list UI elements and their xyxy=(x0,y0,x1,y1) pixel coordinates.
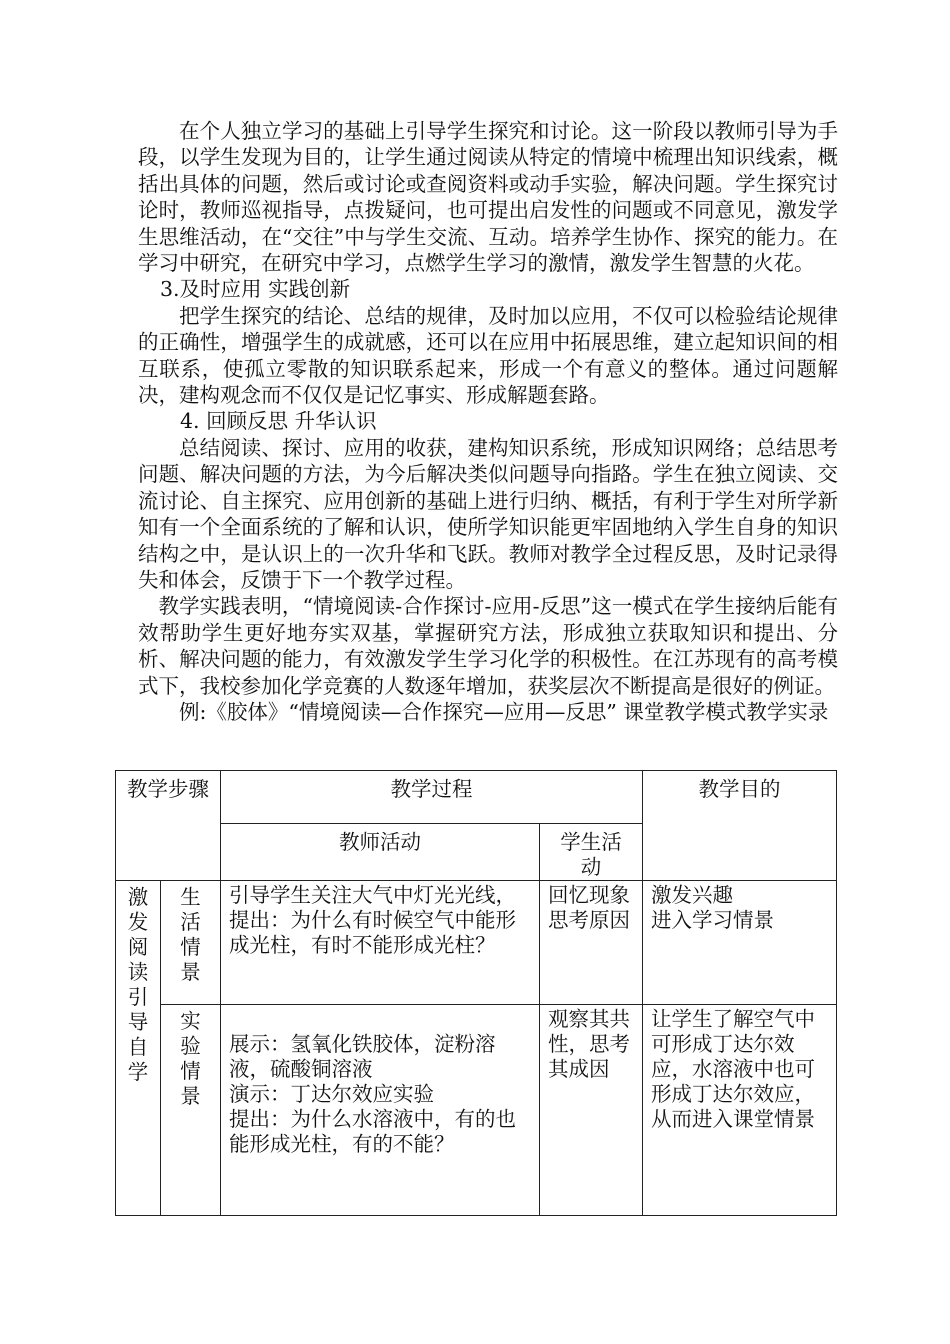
header-steps: 教学步骤 xyxy=(116,771,221,881)
heading-reflect: 4. 回顾反思 升华认识 xyxy=(180,409,377,434)
teacher-activity-experiment: 展示：氢氧化铁胶体，淀粉溶液，硫酸铜溶液 演示：丁达尔效应实验 提出：为什么水溶液中，有的也能形成光柱，有的不能？ xyxy=(221,1005,540,1216)
stage-cell xyxy=(116,881,161,1216)
sub-stage-experiment: 实验情景 xyxy=(161,1005,221,1216)
heading-apply: 3.及时应用 实践创新 xyxy=(160,277,351,302)
header-purpose: 教学目的 xyxy=(643,771,837,881)
header-teacher-activity: 教师活动 xyxy=(221,824,540,881)
purpose-life: 激发兴趣 进入学习情景 xyxy=(643,881,837,1005)
paragraph-inquiry: 在个人独立学习的基础上引导学生探究和讨论。这一阶段以教师引导为手段，以学生发现为目的，让学生通过阅读从特定的情境中梳理出知识线索，概括出具体的问题，然后或讨论或查阅资料或动手实验，解决问题。学生探究讨论时，教师巡视指导，点拨疑问，也可提出启发性的问题或不同意见，激发学生思维活动，在“交往”中与学生交流、互动。培养学生协作、探究的能力。在学习中研究，在研究中学习，点燃学生学习的激情，激发学生智慧的火花。 xyxy=(138,119,838,276)
paragraph-reflect: 总结阅读、探讨、应用的收获，建构知识系统，形成知识网络；总结思考问题、解决问题的方法，为今后解决类似问题导向指路。学生在独立阅读、交流讨论、自主探究、应用创新的基础上进行归纳、概括，有利于学生对所学新知有一个全面系统的了解和认识，使所学知识能更牢固地纳入学生自身的知识结构之中，是认识上的一次升华和飞跃。教师对教学全过程反思，及时记录得失和体会，反馈于下一个教学过程。 xyxy=(138,435,838,592)
sub-stage-life: 生活情景 xyxy=(161,881,221,1005)
document-body xyxy=(138,118,838,725)
stage-label: 激发阅读引导自学 xyxy=(127,885,149,1084)
lesson-table xyxy=(115,770,837,1216)
student-activity-experiment: 观察其共性，思考其成因 xyxy=(540,1005,643,1216)
paragraph-apply: 把学生探究的结论、总结的规律，及时加以应用，不仅可以检验结论规律的正确性，增强学生的成就感，还可以在应用中拓展思维，建立起知识间的相互联系，使孤立零散的知识联系起来，形成一个有意义的整体。通过问题解决，建构观念而不仅仅是记忆事实、形成解题套路。 xyxy=(138,303,838,408)
student-activity-life: 回忆现象 思考原因 xyxy=(540,881,643,1005)
example-caption: 例:《胶体》“情境阅读—合作探究—应用—反思” 课堂教学模式教学实录 xyxy=(179,699,829,724)
paragraph-practice: 教学实践表明，“情境阅读-合作探讨-应用-反思”这一模式在学生接纳后能有效帮助学生更好地夯实双基，掌握研究方法，形成独立获取知识和提出、分析、解决问题的能力，有效激发学生学习化学的积极性。在江苏现有的高考模式下，我校参加化学竞赛的人数逐年增加，获奖层次不断提高是很好的例证。 xyxy=(138,594,838,698)
header-process: 教学过程 xyxy=(221,771,643,824)
purpose-experiment: 让学生了解空气中可形成丁达尔效应，水溶液中也可形成丁达尔效应，从而进入课堂情景 xyxy=(643,1005,837,1216)
header-student-activity: 学生活动 xyxy=(540,824,643,881)
teacher-activity-life: 引导学生关注大气中灯光光线， 提出：为什么有时候空气中能形成光柱，有时不能形成光柱？ xyxy=(221,881,540,1005)
